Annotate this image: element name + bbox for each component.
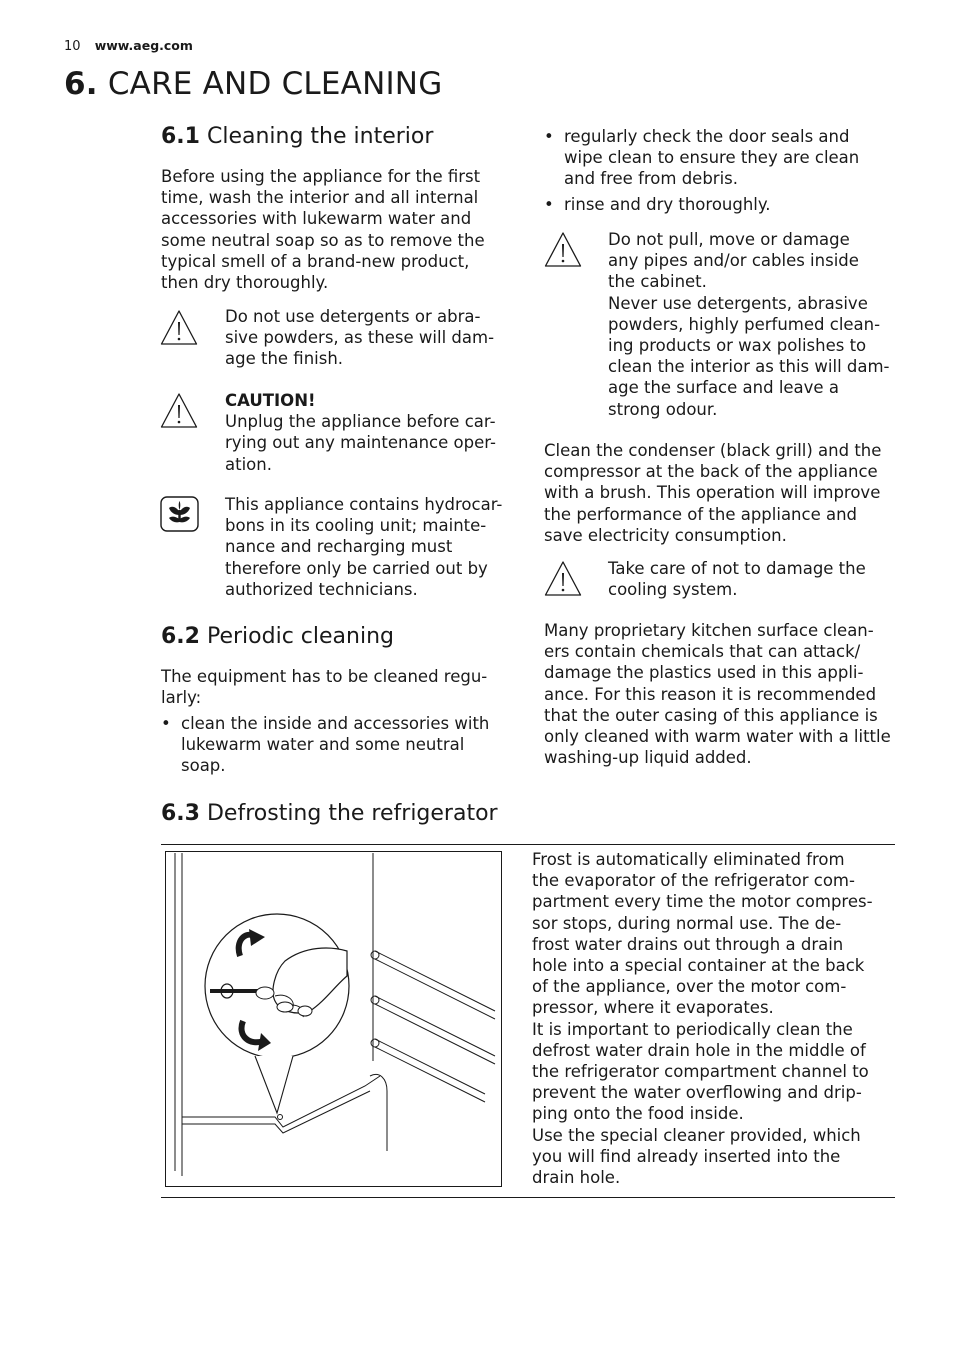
bullet-item [544, 194, 924, 215]
text-line: larly: [161, 688, 202, 708]
text-line: the refrigerator compartment channel to [532, 1062, 869, 1082]
text-line: frost water drains out through a drain [532, 934, 844, 954]
text-line: powders, highly perfumed clean- [608, 314, 881, 334]
text-line: partment every time the motor compres- [532, 892, 873, 912]
section-title: Cleaning the interior [206, 124, 434, 149]
section-6-3-heading [161, 801, 498, 826]
text-line: any pipes and/or cables inside [608, 251, 859, 271]
defrost-paragraph [532, 849, 904, 1188]
text-line: defrost water drain hole in the middle of [532, 1040, 866, 1060]
text-line: ing products or wax polishes to [608, 336, 867, 356]
text-line: save electricity consumption. [544, 525, 787, 545]
text-line: bons in its cooling unit; mainte- [225, 516, 487, 536]
s62-intro [161, 666, 511, 708]
warning-triangle-icon [543, 230, 583, 270]
text-line: authorized technicians. [225, 579, 418, 599]
text-line: time, wash the interior and all internal [161, 188, 479, 208]
text-line: ance. For this reason it is recommended [544, 684, 877, 704]
text-line: compressor at the back of the appliance [544, 462, 878, 482]
text-line: nance and recharging must [225, 537, 453, 557]
warning-note-finish [225, 306, 515, 370]
text-line: the evaporator of the refrigerator com- [532, 871, 855, 891]
text-line: Do not pull, move or damage [608, 230, 850, 249]
section-title: Periodic cleaning [206, 624, 394, 649]
text-line: Unplug the appliance before car- [225, 412, 496, 432]
section-6-2-heading [161, 624, 394, 649]
text-line: ation. [225, 454, 272, 474]
text-line: Use the special cleaner provided, which [532, 1125, 861, 1145]
text-line: sive powders, as these will dam- [225, 328, 495, 348]
text-line: that the outer casing of this appliance is [544, 705, 878, 725]
warning-note-pipes [608, 229, 908, 420]
text-line: you will find already inserted into the [532, 1146, 841, 1166]
text-line: with a brush. This operation will improve [544, 483, 881, 503]
warning-triangle-icon [159, 308, 199, 348]
environment-plant-icon [160, 496, 199, 532]
cleaners-paragraph [544, 620, 908, 768]
bullet-icon: • [544, 195, 554, 214]
text-line: Frost is automatically eliminated from [532, 850, 845, 869]
text-line: and free from debris. [564, 169, 739, 189]
text-line: sor stops, during normal use. The de- [532, 913, 842, 933]
text-line: washing-up liquid added. [544, 748, 752, 768]
text-line: Take care of not to damage the [608, 559, 866, 578]
bullet-icon: • [161, 714, 171, 733]
text-line: prevent the water overflowing and drip- [532, 1083, 862, 1103]
page-number: 10 [64, 39, 81, 54]
bullet-icon: • [544, 127, 554, 146]
text-line: therefore only be carried out by [225, 558, 488, 578]
text-line: strong odour. [608, 399, 718, 419]
text-line: the cabinet. [608, 272, 707, 292]
text-line: clean the inside and accessories with [181, 714, 490, 733]
text-line: drain hole. [532, 1168, 621, 1188]
text-line: Before using the appliance for the first [161, 167, 481, 186]
text-line: rinse and dry thoroughly. [564, 195, 771, 214]
section-number: 6.1 [161, 124, 200, 149]
text-line: Do not use detergents or abra- [225, 307, 481, 326]
text-line: regularly check the door seals and [564, 127, 850, 146]
text-line: ers contain chemicals that can attack/ [544, 642, 861, 662]
bullet-item [544, 126, 924, 190]
table-top-rule [161, 844, 895, 845]
text-line: soap. [181, 756, 226, 776]
text-line: lukewarm water and some neutral [181, 735, 465, 755]
text-line: of the appliance, over the motor com- [532, 977, 847, 997]
text-line: It is important to periodically clean the [532, 1019, 853, 1039]
text-line: only cleaned with warm water with a little [544, 727, 891, 747]
bullet-item [161, 713, 521, 777]
text-line: then dry thoroughly. [161, 273, 329, 293]
text-line: some neutral soap so as to remove the [161, 230, 485, 250]
text-line: hole into a special container at the back [532, 956, 865, 976]
warning-note-cooling [608, 558, 908, 600]
text-line: Many proprietary kitchen surface clean- [544, 621, 874, 640]
warning-triangle-icon [159, 391, 199, 431]
text-line: This appliance contains hydrocar- [225, 495, 503, 514]
text-line: clean the interior as this will dam- [608, 357, 890, 377]
section-number: 6.2 [161, 624, 200, 649]
chapter-title-text: CARE AND CLEANING [107, 66, 443, 102]
table-bottom-rule [161, 1197, 895, 1198]
text-line: cooling system. [608, 580, 738, 600]
text-line: rying out any maintenance oper- [225, 433, 496, 453]
text-line: the performance of the appliance and [544, 504, 858, 524]
section-number: 6.3 [161, 801, 200, 826]
chapter-number: 6. [64, 66, 98, 102]
text-line: The equipment has to be cleaned regu- [161, 667, 488, 686]
chapter-title [64, 66, 442, 102]
page-url: www.aeg.com [94, 38, 193, 53]
caution-note [225, 390, 515, 475]
text-line: Clean the condenser (black grill) and the [544, 441, 882, 460]
text-line: pressor, where it evaporates. [532, 998, 774, 1018]
condenser-paragraph [544, 440, 908, 546]
warning-triangle-icon [543, 559, 583, 599]
s61-body [161, 166, 511, 293]
page-header [64, 38, 193, 54]
text-line: Never use detergents, abrasive [608, 293, 868, 313]
environment-note [225, 494, 517, 600]
caution-label: CAUTION! [225, 391, 316, 410]
section-title: Defrosting the refrigerator [206, 801, 498, 826]
text-line: damage the plastics used in this appli- [544, 663, 864, 683]
defrost-drain-illustration [165, 851, 502, 1188]
text-line: ping onto the food inside. [532, 1104, 744, 1124]
section-6-1-heading [161, 124, 433, 149]
text-line: typical smell of a brand-new product, [161, 251, 470, 271]
text-line: accessories with lukewarm water and [161, 209, 472, 229]
text-line: age the surface and leave a [608, 378, 839, 398]
text-line: wipe clean to ensure they are clean [564, 148, 860, 168]
text-line: age the finish. [225, 349, 344, 369]
